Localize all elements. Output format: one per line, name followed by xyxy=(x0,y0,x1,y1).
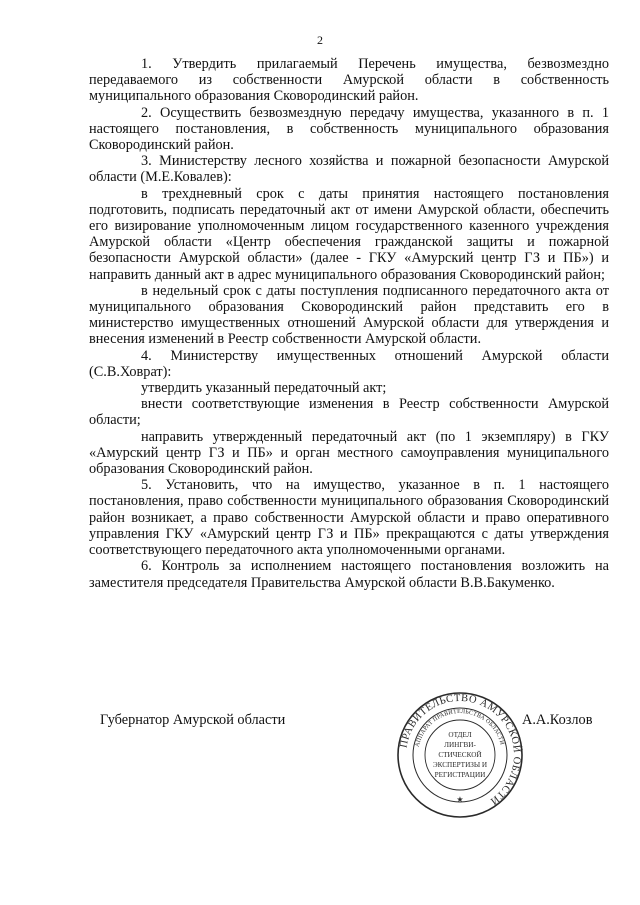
paragraph-1: 1. Утвердить прилагаемый Перечень имущества, безвозмездно передаваемого из собственности Амурской области в собственность муниципального образования Сковородинский район. xyxy=(89,56,609,105)
stamp-center-line-1: ОТДЕЛ xyxy=(448,731,472,739)
signature-block xyxy=(100,712,620,742)
page-number: 2 xyxy=(317,33,323,47)
paragraph-4: 4. Министерству имущественных отношений Амурской области (С.В.Ховрат): xyxy=(89,347,609,380)
stamp-inner-ring-text: АППАРАТ ПРАВИТЕЛЬСТВА ОБЛАСТИ xyxy=(414,708,505,748)
stamp-star-icon: ★ xyxy=(456,795,464,804)
paragraph-5: 5. Установить, что на имущество, указанное в п. 1 настоящего постановления, право собственности муниципального образования Сковородинский район возникает, а право собственности Амурской области и право оперативного управления ГКУ «Амурский центр ГЗ и ПБ» прекращаются с даты утверждения соответствующего передаточного акта уполномоченными органами. xyxy=(89,477,609,559)
paragraph-4-item-2: внести соответствующие изменения в Реестр собственности Амурской области; xyxy=(89,396,609,429)
paragraph-3: 3. Министерству лесного хозяйства и пожарной безопасности Амурской области (М.Е.Ковалев): xyxy=(89,153,609,186)
paragraph-4-item-1: утвердить указанный передаточный акт; xyxy=(141,380,387,397)
paragraph-4-item-3: направить утвержденный передаточный акт (по 1 экземпляру) в ГКУ «Амурский центр ГЗ и ПБ» и орган местного самоуправления муниципального образования Сковородинский район. xyxy=(89,428,609,478)
stamp-center-line-5: РЕГИСТРАЦИИ xyxy=(434,771,486,779)
stamp-center-line-4: ЭКСПЕРТИЗЫ И xyxy=(432,761,488,769)
stamp-ring-text: ПРАВИТЕЛЬСТВО АМУРСКОЙ ОБЛАСТИ xyxy=(398,692,523,807)
stamp-center-line-3: СТИЧЕСКОЙ xyxy=(438,751,482,759)
paragraph-6: 6. Контроль за исполнением настоящего постановления возложить на заместителя председателя Правительства Амурской области В.В.Бакуменко. xyxy=(89,558,609,591)
signatory-name: А.А.Козлов xyxy=(522,712,593,728)
official-stamp-icon xyxy=(395,690,525,820)
stamp-center-line-2: ЛИНГВИ- xyxy=(444,741,476,749)
paragraph-3-item-1: в трехдневный срок с даты принятия настоящего постановления подготовить, подписать передаточный акт от имени Амурской области, обеспечить его визирование уполномоченным лицом государственного казенного учреждения Амурской области «Центр обеспечения гражданской защиты и пожарной безопасности Амурской области» (далее - ГКУ «Амурский центр ГЗ и ПБ») и направить данный акт в адрес муниципального образования Сковородинский район; xyxy=(89,185,609,283)
document-body xyxy=(89,56,609,591)
paragraph-2: 2. Осуществить безвозмездную передачу имущества, указанного в п. 1 настоящего постановления, в собственность муниципального образования Сковородинский район. xyxy=(89,104,609,154)
signatory-title: Губернатор Амурской области xyxy=(100,712,286,728)
paragraph-3-item-2: в недельный срок с даты поступления подписанного передаточного акта от муниципального образования Сковородинский район представить его в министерство имущественных отношений Амурской области для утверждения и внесения изменений в Реестр собственности Амурской области. xyxy=(89,282,609,348)
